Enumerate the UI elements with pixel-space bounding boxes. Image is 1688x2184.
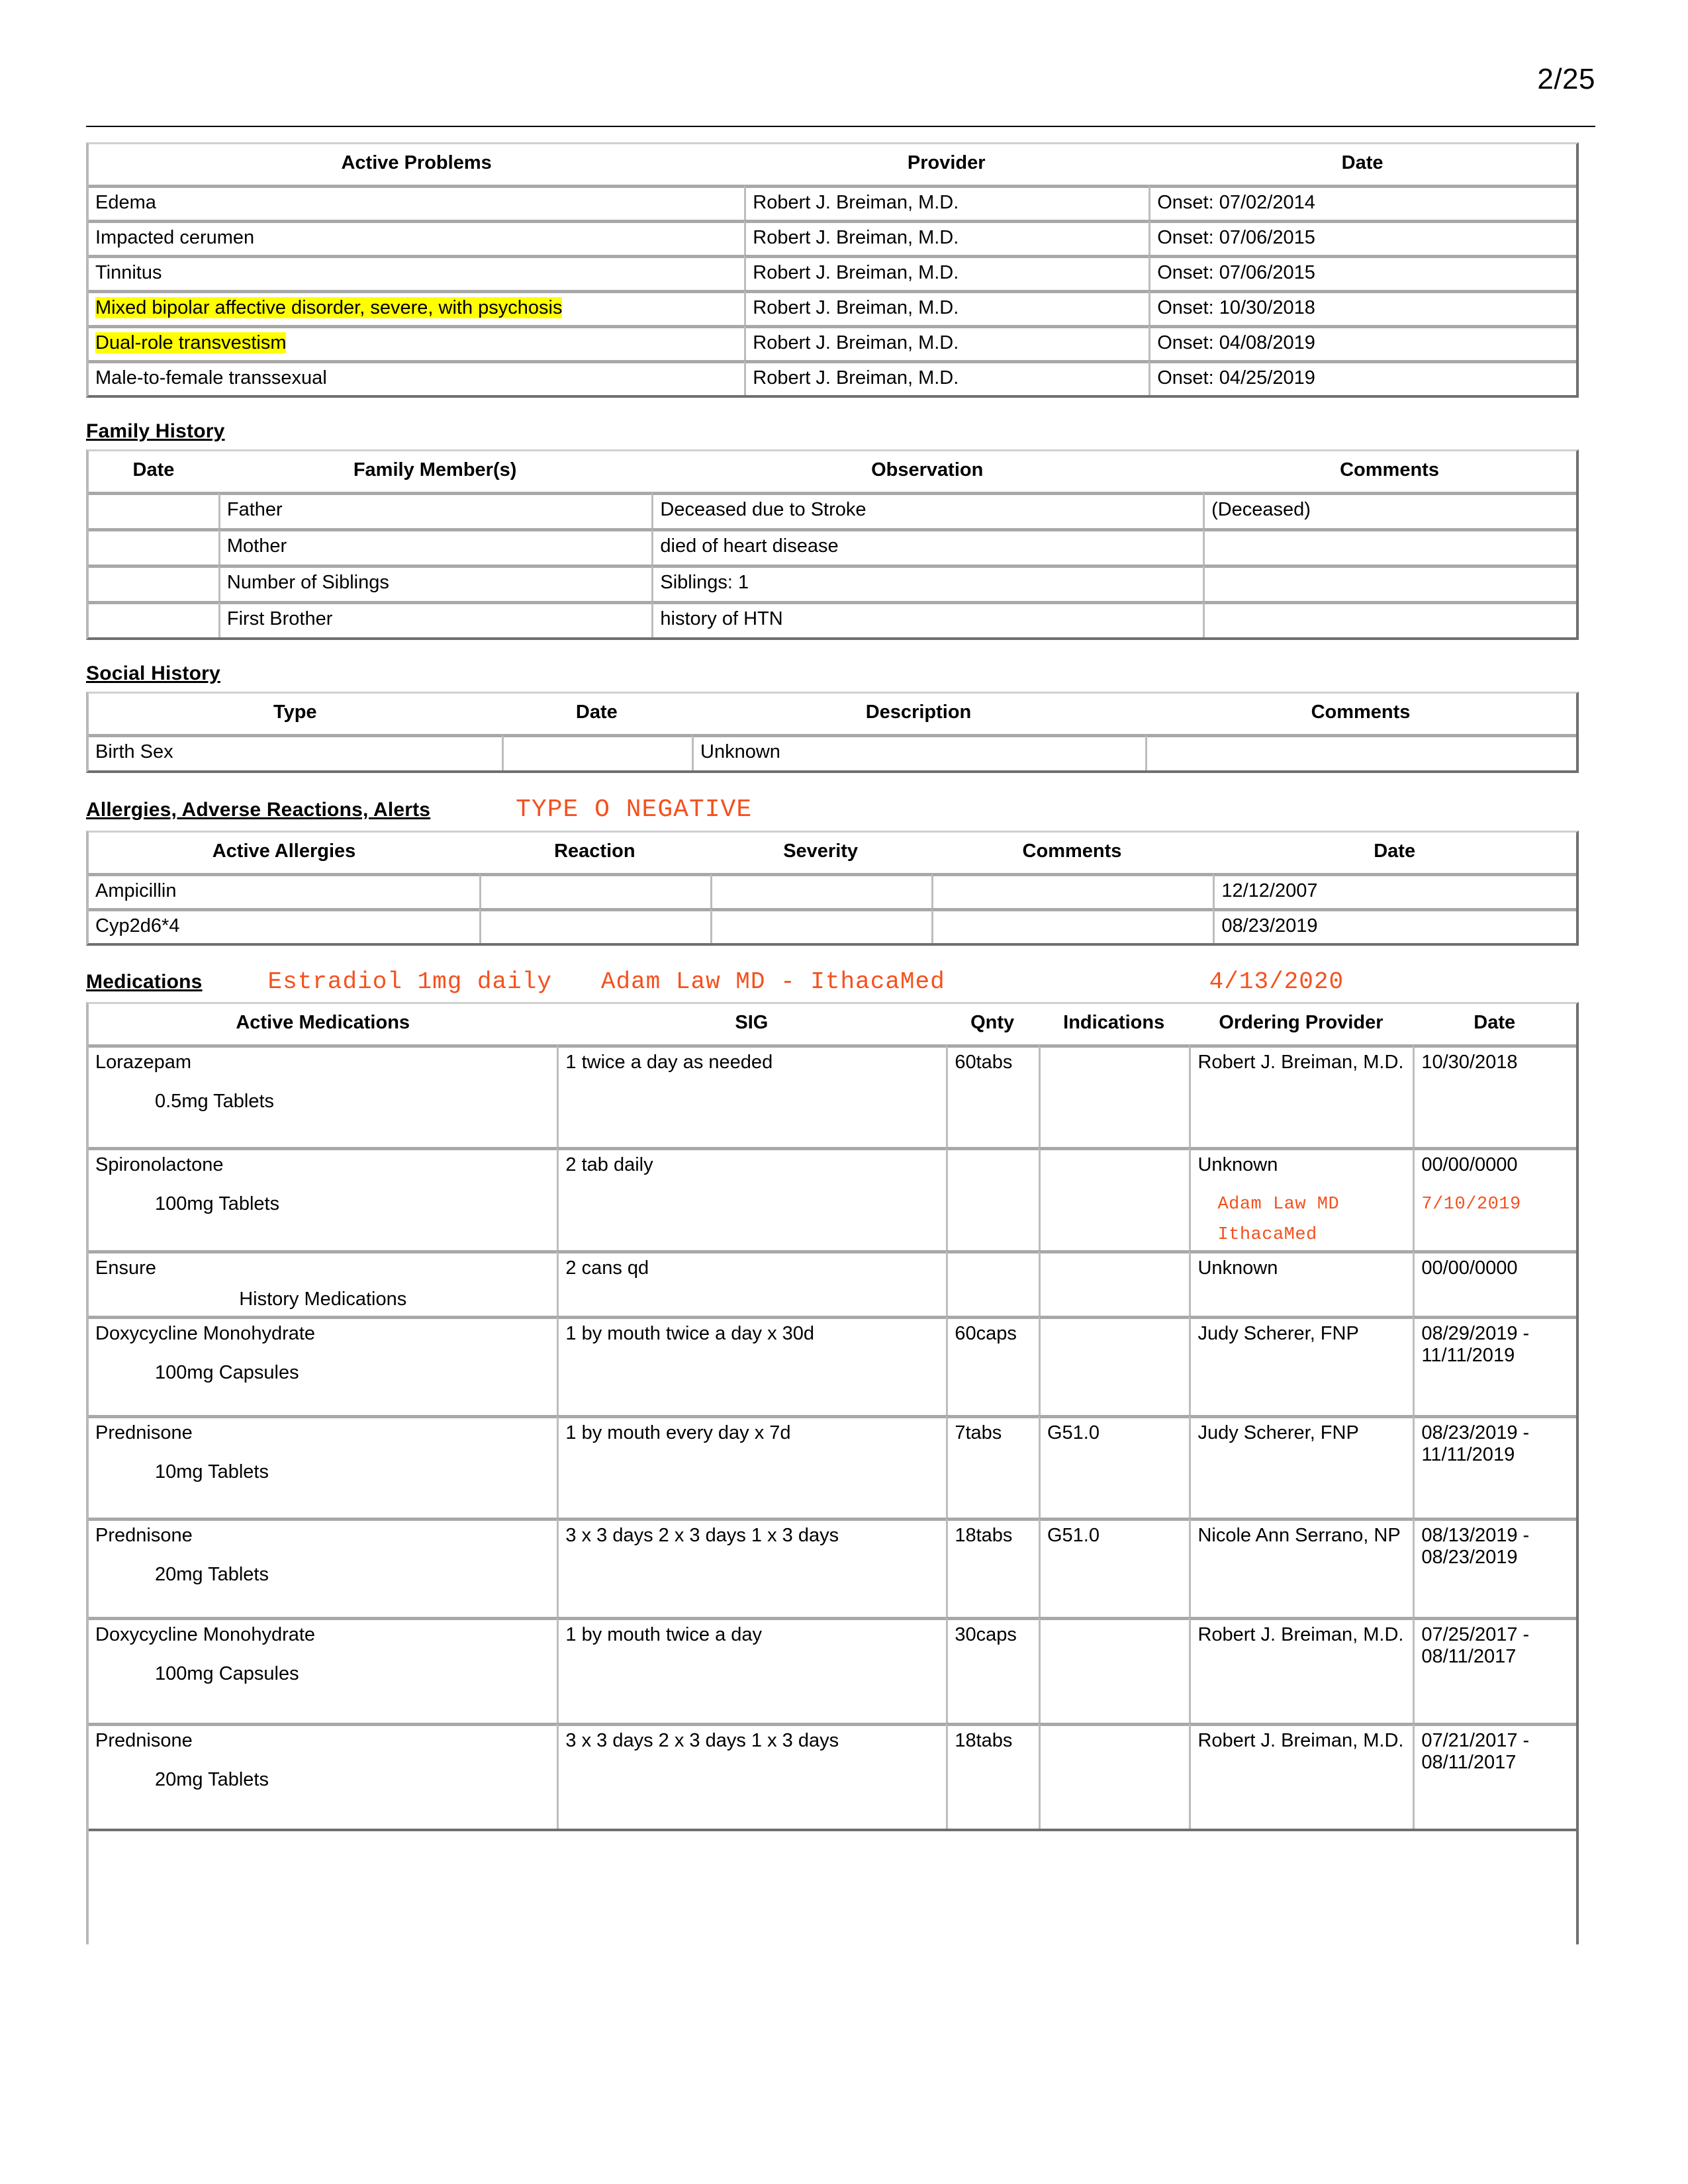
table-row xyxy=(89,601,1576,637)
col-active-medications: Active Medications xyxy=(89,1004,557,1044)
medication-annotation-provider: Adam Law MD - IthacaMed xyxy=(600,968,945,995)
qnty-cell: 30caps xyxy=(946,1617,1039,1723)
spacer-cell xyxy=(557,1285,946,1316)
col-observation: Observation xyxy=(651,451,1203,492)
col-indications: Indications xyxy=(1039,1004,1189,1044)
qnty-cell: 18tabs xyxy=(946,1518,1039,1617)
medication-date-cell: 00/00/0000 7/10/2019 xyxy=(1413,1147,1576,1250)
family-history-heading: Family History xyxy=(86,420,225,442)
medication-annotation-date: 4/13/2020 xyxy=(1209,968,1344,995)
table-row xyxy=(89,873,1576,908)
date-cell xyxy=(89,492,218,528)
problem-cell xyxy=(89,290,744,325)
ordering-provider-cell: Unknown Adam Law MD IthacaMed xyxy=(1189,1147,1413,1250)
header-divider xyxy=(86,126,1595,127)
family-history-table xyxy=(86,449,1579,640)
onset-date-cell: Onset: 04/25/2019 xyxy=(1149,360,1576,395)
indications-cell xyxy=(1039,1316,1189,1415)
ordering-provider-cell: Judy Scherer, FNP xyxy=(1189,1415,1413,1518)
col-qnty: Qnty xyxy=(946,1004,1039,1044)
indications-cell: G51.0 xyxy=(1039,1415,1189,1518)
medication-annotation-drug: Estradiol 1mg daily xyxy=(267,968,552,995)
date-cell: 12/12/2007 xyxy=(1213,873,1576,908)
indications-cell xyxy=(1039,1723,1189,1829)
family-member-cell: Mother xyxy=(218,528,652,565)
comments-cell xyxy=(931,908,1213,943)
severity-cell xyxy=(710,908,931,943)
type-cell: Birth Sex xyxy=(89,734,502,770)
social-history-table xyxy=(86,692,1579,773)
observation-cell: Deceased due to Stroke xyxy=(651,492,1203,528)
ordering-provider-cell: Judy Scherer, FNP xyxy=(1189,1316,1413,1415)
comments-cell xyxy=(1203,565,1576,601)
col-type: Type xyxy=(89,694,502,734)
col-date: Date xyxy=(89,451,218,492)
comments-cell xyxy=(1145,734,1576,770)
table-row xyxy=(89,1147,1576,1250)
col-reaction: Reaction xyxy=(479,833,710,873)
document-content xyxy=(86,142,1602,1944)
medication-name-cell: Prednisone 10mg Tablets xyxy=(89,1415,557,1518)
comments-cell: (Deceased) xyxy=(1203,492,1576,528)
onset-date-cell: Onset: 04/08/2019 xyxy=(1149,325,1576,360)
comments-cell xyxy=(1203,601,1576,637)
medication-strength: 100mg Capsules xyxy=(155,1663,299,1684)
table-row xyxy=(89,734,1576,770)
qnty-cell xyxy=(946,1250,1039,1285)
table-row xyxy=(89,325,1576,360)
col-active-problems: Active Problems xyxy=(89,144,744,185)
allergies-heading: Allergies, Adverse Reactions, Alerts xyxy=(86,799,431,821)
sig-cell: 3 x 3 days 2 x 3 days 1 x 3 days xyxy=(557,1723,946,1829)
medication-strength: 20mg Tablets xyxy=(155,1564,269,1585)
problem-cell xyxy=(89,255,744,290)
onset-date-cell: Onset: 07/02/2014 xyxy=(1149,185,1576,220)
severity-cell xyxy=(710,873,931,908)
highlighted-problem-text: Mixed bipolar affective disorder, severe, with psychosis xyxy=(95,297,563,318)
observation-cell: died of heart disease xyxy=(651,528,1203,565)
table-row xyxy=(89,220,1576,255)
col-sig: SIG xyxy=(557,1004,946,1044)
table-header-row xyxy=(89,451,1576,492)
table-row xyxy=(89,1723,1576,1829)
problem-cell xyxy=(89,185,744,220)
col-date: Date xyxy=(502,694,692,734)
active-problems-table xyxy=(86,142,1579,398)
medication-date-cell: 08/13/2019 - 08/23/2019 xyxy=(1413,1518,1576,1617)
qnty-cell: 60tabs xyxy=(946,1044,1039,1147)
reaction-cell xyxy=(479,873,710,908)
medications-table xyxy=(86,1002,1579,1831)
table-row xyxy=(89,528,1576,565)
col-severity: Severity xyxy=(710,833,931,873)
blood-type-annotation: TYPE O NEGATIVE xyxy=(516,796,753,824)
table-row xyxy=(89,360,1576,395)
col-date: Date xyxy=(1413,1004,1576,1044)
col-ordering-provider: Ordering Provider xyxy=(1189,1004,1413,1044)
table-row xyxy=(89,492,1576,528)
date-cell xyxy=(89,528,218,565)
medication-date-cell: 10/30/2018 xyxy=(1413,1044,1576,1147)
medication-date-cell: 07/25/2017 - 08/11/2017 xyxy=(1413,1617,1576,1723)
col-description: Description xyxy=(692,694,1145,734)
onset-date-cell: Onset: 10/30/2018 xyxy=(1149,290,1576,325)
spacer-cell xyxy=(1039,1285,1189,1316)
ordering-provider-cell: Robert J. Breiman, M.D. xyxy=(1189,1723,1413,1829)
col-active-allergies: Active Allergies xyxy=(89,833,479,873)
allergies-table xyxy=(86,831,1579,946)
table-row xyxy=(89,1044,1576,1147)
problem-text: Male-to-female transsexual xyxy=(95,367,327,388)
onset-date-cell: Onset: 07/06/2015 xyxy=(1149,255,1576,290)
provider-annotation: Adam Law MD xyxy=(1217,1195,1340,1214)
medication-name-cell: Ensure xyxy=(89,1250,557,1285)
onset-date-cell: Onset: 07/06/2015 xyxy=(1149,220,1576,255)
allergy-cell: Cyp2d6*4 xyxy=(89,908,479,943)
medication-name-cell: Prednisone 20mg Tablets xyxy=(89,1723,557,1829)
ordering-provider-cell: Nicole Ann Serrano, NP xyxy=(1189,1518,1413,1617)
comments-cell xyxy=(1203,528,1576,565)
table-row xyxy=(89,565,1576,601)
sig-cell: 1 twice a day as needed xyxy=(557,1044,946,1147)
observation-cell: history of HTN xyxy=(651,601,1203,637)
reaction-cell xyxy=(479,908,710,943)
provider-cell: Robert J. Breiman, M.D. xyxy=(744,325,1149,360)
qnty-cell: 18tabs xyxy=(946,1723,1039,1829)
table-row xyxy=(89,290,1576,325)
indications-cell xyxy=(1039,1250,1189,1285)
table-header-row xyxy=(89,694,1576,734)
sig-cell: 2 cans qd xyxy=(557,1250,946,1285)
provider-cell: Robert J. Breiman, M.D. xyxy=(744,360,1149,395)
provider-cell: Robert J. Breiman, M.D. xyxy=(744,185,1149,220)
spacer-cell xyxy=(1189,1285,1413,1316)
table-row xyxy=(89,1316,1576,1415)
medication-date-cell: 07/21/2017 - 08/11/2017 xyxy=(1413,1723,1576,1829)
col-provider: Provider xyxy=(744,144,1149,185)
medication-name-cell: Spironolactone 100mg Tablets xyxy=(89,1147,557,1250)
col-comments: Comments xyxy=(1203,451,1576,492)
indications-cell: G51.0 xyxy=(1039,1518,1189,1617)
medications-table-continuation xyxy=(86,1829,1579,1944)
family-history-heading-row xyxy=(86,420,1602,443)
table-row xyxy=(89,1415,1576,1518)
medications-heading-row xyxy=(86,968,1602,995)
problem-cell xyxy=(89,220,744,255)
social-history-heading-row xyxy=(86,662,1602,685)
table-header-row xyxy=(89,144,1576,185)
medication-date-cell: 08/29/2019 - 11/11/2019 xyxy=(1413,1316,1576,1415)
qnty-cell xyxy=(946,1147,1039,1250)
indications-cell xyxy=(1039,1147,1189,1250)
table-row xyxy=(89,1518,1576,1617)
medication-name-cell: Lorazepam 0.5mg Tablets xyxy=(89,1044,557,1147)
medication-name-cell: Prednisone 20mg Tablets xyxy=(89,1518,557,1617)
date-cell xyxy=(89,565,218,601)
date-cell xyxy=(502,734,692,770)
comments-cell xyxy=(931,873,1213,908)
sig-cell: 1 by mouth twice a day xyxy=(557,1617,946,1723)
table-row xyxy=(89,1250,1576,1285)
medication-name-cell: Doxycycline Monohydrate 100mg Capsules xyxy=(89,1617,557,1723)
medication-strength: 0.5mg Tablets xyxy=(155,1091,275,1112)
medication-strength: 10mg Tablets xyxy=(155,1461,269,1482)
col-comments: Comments xyxy=(1145,694,1576,734)
indications-cell xyxy=(1039,1617,1189,1723)
sig-cell: 2 tab daily xyxy=(557,1147,946,1250)
provider-annotation-line2: IthacaMed xyxy=(1217,1225,1317,1245)
sig-cell: 1 by mouth twice a day x 30d xyxy=(557,1316,946,1415)
problem-cell xyxy=(89,325,744,360)
medication-name-cell: Doxycycline Monohydrate 100mg Capsules xyxy=(89,1316,557,1415)
social-history-heading: Social History xyxy=(86,662,220,684)
problem-text: Tinnitus xyxy=(95,262,162,283)
table-header-row xyxy=(89,1004,1576,1044)
family-member-cell: Father xyxy=(218,492,652,528)
provider-cell: Robert J. Breiman, M.D. xyxy=(744,220,1149,255)
problem-text: Impacted cerumen xyxy=(95,227,255,248)
spacer-cell xyxy=(946,1285,1039,1316)
page-header xyxy=(86,63,1595,96)
allergies-heading-row xyxy=(86,796,1602,824)
table-header-row xyxy=(89,833,1576,873)
medication-date-cell: 00/00/0000 xyxy=(1413,1250,1576,1285)
observation-cell: Siblings: 1 xyxy=(651,565,1203,601)
table-row xyxy=(89,255,1576,290)
medication-strength: 100mg Capsules xyxy=(155,1362,299,1383)
table-row xyxy=(89,908,1576,943)
medication-strength: 20mg Tablets xyxy=(155,1769,269,1790)
table-row xyxy=(89,1617,1576,1723)
table-row xyxy=(89,185,1576,220)
qnty-cell: 7tabs xyxy=(946,1415,1039,1518)
indications-cell xyxy=(1039,1044,1189,1147)
qnty-cell: 60caps xyxy=(946,1316,1039,1415)
col-family-member: Family Member(s) xyxy=(218,451,652,492)
family-member-cell: First Brother xyxy=(218,601,652,637)
medication-strength: 100mg Tablets xyxy=(155,1193,280,1214)
ordering-provider-cell: Unknown xyxy=(1189,1250,1413,1285)
table-row xyxy=(89,1285,1576,1316)
col-date: Date xyxy=(1149,144,1576,185)
date-annotation: 7/10/2019 xyxy=(1421,1195,1521,1214)
sig-cell: 1 by mouth every day x 7d xyxy=(557,1415,946,1518)
ordering-provider-cell: Robert J. Breiman, M.D. xyxy=(1189,1617,1413,1723)
allergy-cell: Ampicillin xyxy=(89,873,479,908)
problem-cell xyxy=(89,360,744,395)
provider-cell: Robert J. Breiman, M.D. xyxy=(744,290,1149,325)
date-cell xyxy=(89,601,218,637)
sig-cell: 3 x 3 days 2 x 3 days 1 x 3 days xyxy=(557,1518,946,1617)
ordering-provider-cell: Robert J. Breiman, M.D. xyxy=(1189,1044,1413,1147)
col-date: Date xyxy=(1213,833,1576,873)
medications-heading: Medications xyxy=(86,971,203,993)
provider-cell: Robert J. Breiman, M.D. xyxy=(744,255,1149,290)
col-comments: Comments xyxy=(931,833,1213,873)
problem-text: Edema xyxy=(95,192,156,213)
family-member-cell: Number of Siblings xyxy=(218,565,652,601)
page-number: 2/25 xyxy=(1537,63,1595,95)
medication-date-cell: 08/23/2019 - 11/11/2019 xyxy=(1413,1415,1576,1518)
history-medications-subheader: History Medications xyxy=(89,1285,557,1316)
description-cell: Unknown xyxy=(692,734,1145,770)
spacer-cell xyxy=(1413,1285,1576,1316)
highlighted-problem-text: Dual-role transvestism xyxy=(95,332,287,353)
date-cell: 08/23/2019 xyxy=(1213,908,1576,943)
